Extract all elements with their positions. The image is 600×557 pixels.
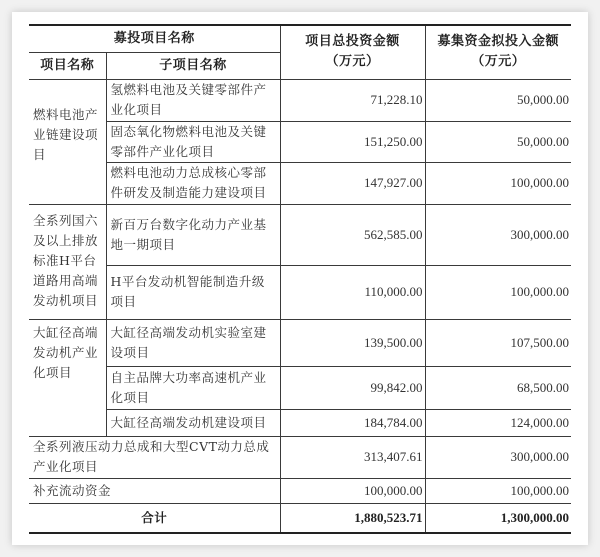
header-group-label: 募投项目名称	[29, 25, 280, 52]
total-investment-cell: 110,000.00	[280, 265, 425, 319]
header-raised-funds	[425, 25, 571, 79]
table-row	[29, 366, 571, 409]
header-raised-funds-label: 募集资金拟投入金额	[437, 34, 560, 50]
header-raised-funds-unit: （万元）	[471, 54, 526, 70]
project-name-cell: 补充流动资金	[29, 478, 280, 503]
table-row	[29, 436, 571, 478]
raised-funds-sum: 1,300,000.00	[425, 503, 571, 533]
total-investment-cell: 313,407.61	[280, 436, 425, 478]
total-investment-cell: 99,842.00	[280, 366, 425, 409]
table-row	[29, 121, 571, 162]
table-row	[29, 319, 571, 366]
table-row	[29, 79, 571, 121]
table-row	[29, 409, 571, 436]
raised-funds-cell: 100,000.00	[425, 265, 571, 319]
subproject-cell: 氢燃料电池及关键零部件产业化项目	[106, 79, 280, 121]
total-investment-cell: 100,000.00	[280, 478, 425, 503]
total-investment-sum: 1,880,523.71	[280, 503, 425, 533]
subproject-cell: 燃料电池动力总成核心零部件研发及制造能力建设项目	[106, 162, 280, 204]
raised-funds-cell: 300,000.00	[425, 204, 571, 265]
raised-funds-cell: 100,000.00	[425, 478, 571, 503]
project-name-cell: 大缸径高端发动机产业化项目	[29, 319, 106, 436]
table-row	[29, 265, 571, 319]
total-investment-cell: 151,250.00	[280, 121, 425, 162]
project-name-cell: 全系列国六及以上排放标准H平台道路用高端发动机项目	[29, 204, 106, 319]
total-investment-cell: 147,927.00	[280, 162, 425, 204]
total-label: 合计	[29, 503, 280, 533]
subproject-cell: 大缸径高端发动机实验室建设项目	[106, 319, 280, 366]
total-investment-cell: 184,784.00	[280, 409, 425, 436]
raised-funds-cell: 100,000.00	[425, 162, 571, 204]
raised-funds-cell: 300,000.00	[425, 436, 571, 478]
subproject-cell: 新百万台数字化动力产业基地一期项目	[106, 204, 280, 265]
header-total-investment-unit: （万元）	[325, 54, 380, 70]
subproject-cell: 大缸径高端发动机建设项目	[106, 409, 280, 436]
raised-funds-cell: 107,500.00	[425, 319, 571, 366]
table-row	[29, 204, 571, 265]
raised-funds-cell: 68,500.00	[425, 366, 571, 409]
total-investment-cell: 71,228.10	[280, 79, 425, 121]
table-row	[29, 162, 571, 204]
subproject-cell: 自主品牌大功率高速机产业化项目	[106, 366, 280, 409]
header-row-1	[29, 25, 571, 52]
header-total-investment-label: 项目总投资金额	[305, 34, 400, 50]
fundraising-projects-table	[29, 24, 571, 534]
subproject-cell: H平台发动机智能制造升级项目	[106, 265, 280, 319]
total-investment-cell: 562,585.00	[280, 204, 425, 265]
project-name-cell: 燃料电池产业链建设项目	[29, 79, 106, 204]
header-subproject-name: 子项目名称	[106, 52, 280, 79]
raised-funds-cell: 124,000.00	[425, 409, 571, 436]
raised-funds-cell: 50,000.00	[425, 79, 571, 121]
project-name-cell: 全系列液压动力总成和大型CVT动力总成产业化项目	[29, 436, 280, 478]
subproject-cell: 固态氧化物燃料电池及关键零部件产业化项目	[106, 121, 280, 162]
total-row	[29, 503, 571, 533]
raised-funds-cell: 50,000.00	[425, 121, 571, 162]
document-card	[12, 12, 588, 545]
table-row	[29, 478, 571, 503]
header-total-investment	[280, 25, 425, 79]
header-project-name: 项目名称	[29, 52, 106, 79]
total-investment-cell: 139,500.00	[280, 319, 425, 366]
